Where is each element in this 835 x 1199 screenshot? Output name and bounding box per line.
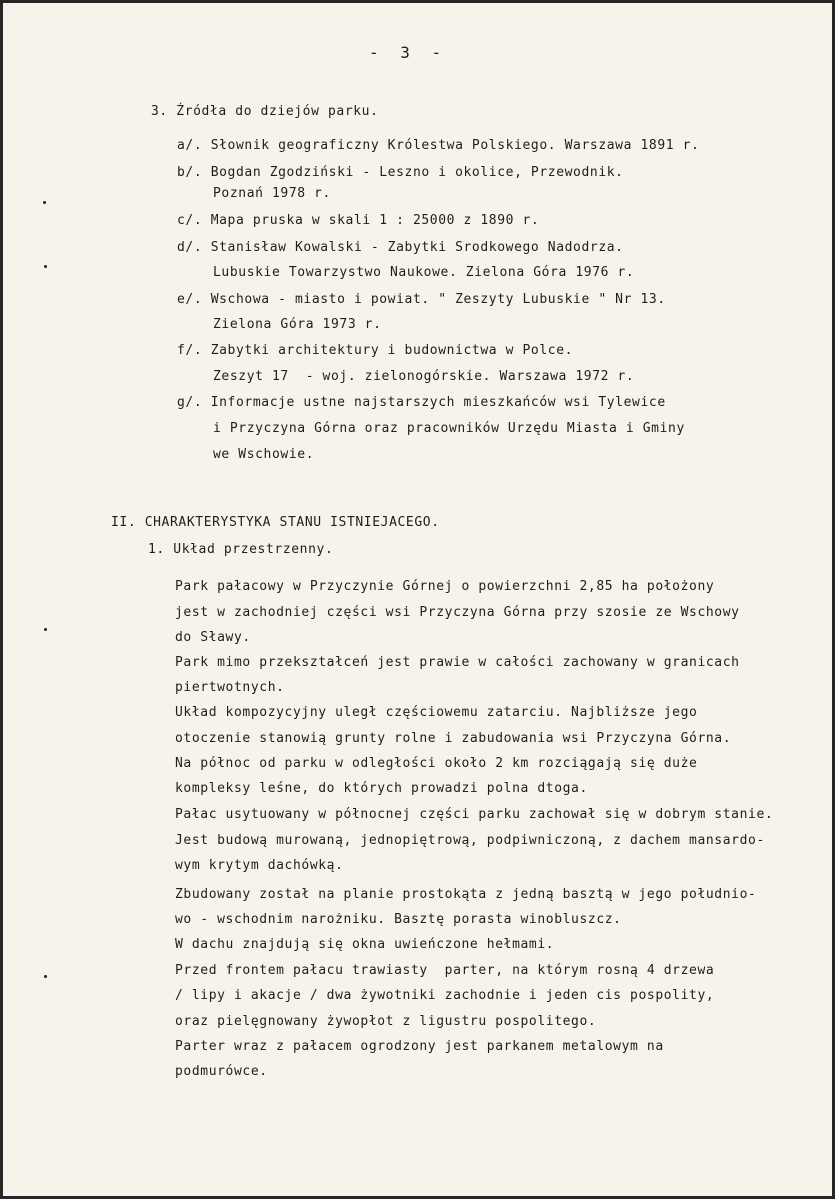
- body-line: kompleksy leśne, do których prowadzi polna dtoga.: [175, 781, 588, 796]
- body-line: Zbudowany został na planie prostokąta z jedną basztą w jego południo-: [175, 887, 757, 902]
- page-number: - 3 -: [369, 43, 448, 62]
- body-line: do Sławy.: [175, 630, 251, 645]
- body-line: Jest budową murowaną, jednopiętrową, podpiwniczoną, z dachem mansardo-: [175, 833, 765, 848]
- body-line: W dachu znajdują się okna uwieńczone hełmami.: [175, 937, 555, 952]
- source-line: c/. Mapa pruska w skali 1 : 25000 z 1890 r.: [177, 213, 540, 228]
- body-line: oraz pielęgnowany żywopłot z ligustru pospolitego.: [175, 1014, 597, 1029]
- body-line: Park pałacowy w Przyczynie Górnej o powierzchni 2,85 ha położony: [175, 579, 715, 594]
- source-line: g/. Informacje ustne najstarszych mieszkańców wsi Tylewice: [177, 395, 666, 410]
- body-line: wo - wschodnim narożniku. Basztę porasta winobluszcz.: [175, 912, 622, 927]
- margin-speck: [44, 628, 47, 631]
- source-line: Zeszyt 17 - woj. zielonogórskie. Warszawa 1972 r.: [213, 369, 635, 384]
- body-line: wym krytym dachówką.: [175, 858, 344, 873]
- body-line: otoczenie stanowią grunty rolne i zabudowania wsi Przyczyna Górna.: [175, 731, 732, 746]
- source-line: e/. Wschowa - miasto i powiat. " Zeszyty Lubuskie " Nr 13.: [177, 292, 666, 307]
- margin-speck: [44, 265, 47, 268]
- subsection-heading: 1. Układ przestrzenny.: [148, 542, 334, 557]
- source-line: Poznań 1978 r.: [213, 186, 331, 201]
- body-line: / lipy i akacje / dwa żywotniki zachodnie i jeden cis pospolity,: [175, 988, 715, 1003]
- body-line: Park mimo przekształceń jest prawie w całości zachowany w granicach: [175, 655, 740, 670]
- margin-speck: [43, 201, 46, 204]
- source-line: f/. Zabytki architektury i budownictwa w Polce.: [177, 343, 574, 358]
- body-line: Przed frontem pałacu trawiasty parter, na którym rosną 4 drzewa: [175, 963, 715, 978]
- source-line: we Wschowie.: [213, 447, 315, 462]
- body-line: Układ kompozycyjny uległ częściowemu zatarciu. Najbliższe jego: [175, 705, 698, 720]
- body-line: Parter wraz z pałacem ogrodzony jest parkanem metalowym na: [175, 1039, 664, 1054]
- body-line: piertwotnych.: [175, 680, 285, 695]
- body-line: podmurówce.: [175, 1064, 268, 1079]
- body-line: Pałac usytuowany w północnej części parku zachował się w dobrym stanie.: [175, 807, 774, 822]
- source-line: Lubuskie Towarzystwo Naukowe. Zielona Góra 1976 r.: [213, 265, 635, 280]
- source-line: i Przyczyna Górna oraz pracowników Urzędu Miasta i Gminy: [213, 421, 685, 436]
- source-line: b/. Bogdan Zgodziński - Leszno i okolice, Przewodnik.: [177, 165, 624, 180]
- source-line: a/. Słownik geograficzny Królestwa Polskiego. Warszawa 1891 r.: [177, 138, 700, 153]
- body-line: jest w zachodniej części wsi Przyczyna Górna przy szosie ze Wschowy: [175, 605, 740, 620]
- source-line: d/. Stanisław Kowalski - Zabytki Srodkowego Nadodrza.: [177, 240, 624, 255]
- sources-heading: 3. Źródła do dziejów parku.: [151, 104, 379, 119]
- section-heading: II. CHARAKTERYSTYKA STANU ISTNIEJACEGO.: [111, 515, 440, 530]
- source-line: Zielona Góra 1973 r.: [213, 317, 382, 332]
- body-line: Na północ od parku w odległości około 2 km rozciągają się duże: [175, 756, 698, 771]
- margin-speck: [44, 975, 47, 978]
